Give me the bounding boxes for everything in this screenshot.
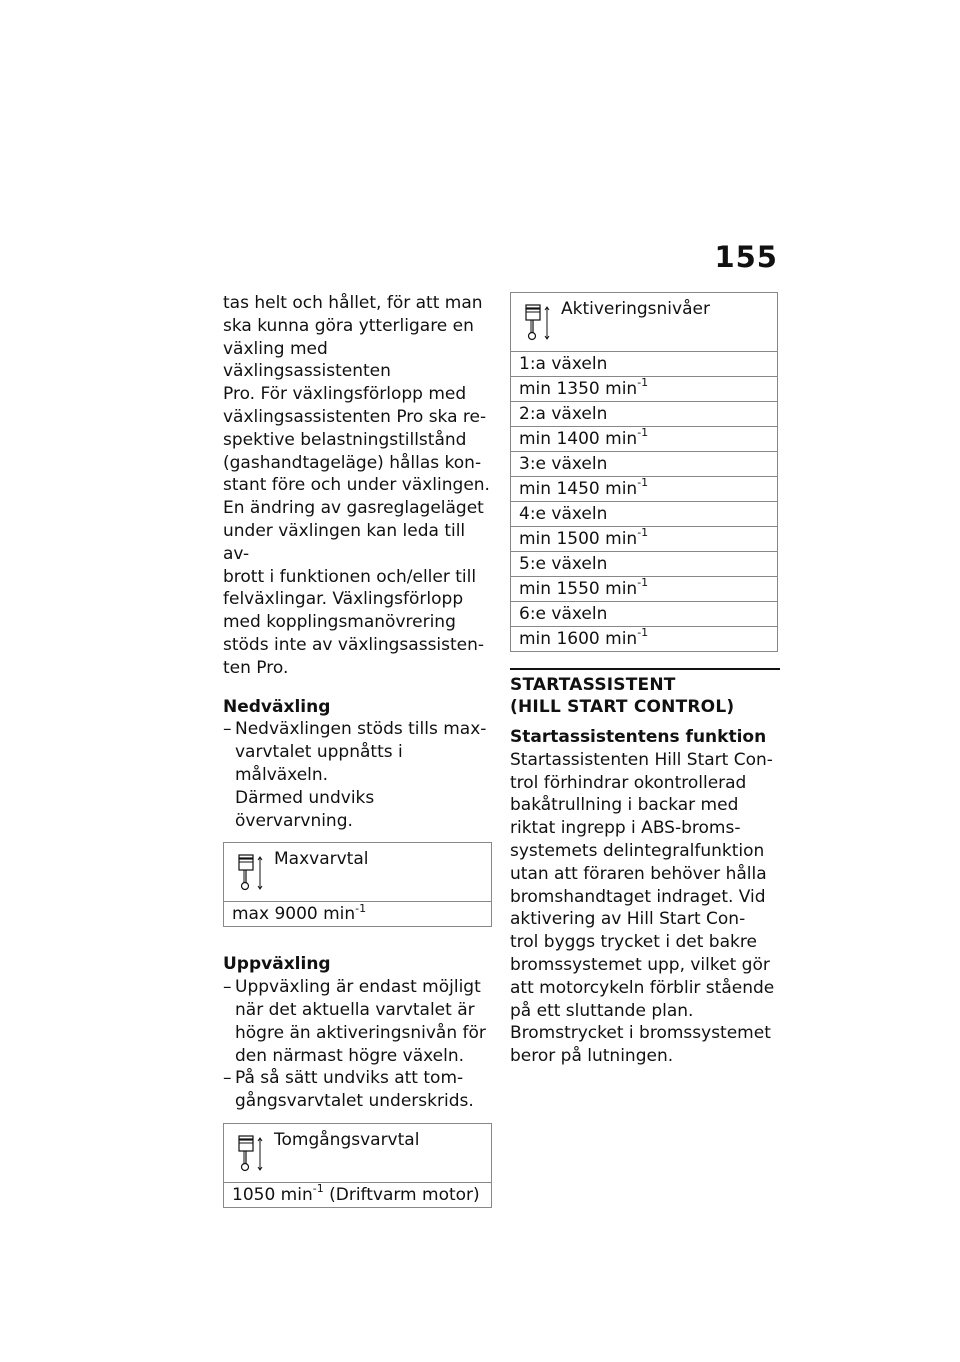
dash-bullet: –	[223, 977, 232, 998]
body-line: beror på lutningen.	[510, 1046, 674, 1067]
row-sup: -1	[637, 576, 649, 590]
upshift-heading: Uppväxling	[223, 954, 331, 975]
row-text: min 1350 min	[519, 379, 638, 399]
row-sup: -1	[637, 476, 649, 490]
body-line: att motorcykeln förblir stående	[510, 977, 775, 998]
dash-bullet: –	[223, 1068, 232, 1089]
row-text: 6:e växeln	[519, 604, 608, 624]
row-text: min 1400 min	[519, 429, 638, 449]
section-subheading: Startassistentens funktion	[510, 727, 767, 747]
item-line: varvtalet uppnåtts i målväxeln.	[235, 742, 403, 785]
box-label: Tomgångsvarvtal	[274, 1129, 420, 1150]
body-line: systemets delintegralfunktion	[510, 840, 765, 861]
section-divider	[510, 668, 780, 670]
intro-line: ska kunna göra ytterligare en	[223, 315, 474, 336]
downshift-item	[223, 718, 493, 832]
box-header	[511, 293, 777, 352]
idle-rpm-box	[223, 1123, 492, 1208]
engine-piston-icon	[236, 1134, 266, 1174]
body-line: utan att föraren behöver hålla	[510, 863, 767, 884]
body-line: trol förhindrar okontrollerad	[510, 772, 747, 793]
body-line: Bromstrycket i bromssystemet	[510, 1023, 771, 1044]
body-line: bromssystemet upp, vilket gör	[510, 954, 770, 975]
engine-piston-icon	[236, 853, 266, 893]
box-value	[224, 902, 491, 926]
row-text: 3:e växeln	[519, 454, 608, 474]
item-line: den närmast högre växeln.	[235, 1045, 465, 1066]
table-row	[511, 552, 777, 577]
intro-line: under växlingen kan leda till av-	[223, 520, 466, 564]
row-text: min 1600 min	[519, 629, 638, 649]
intro-line: stöds inte av växlingsassisten-	[223, 634, 485, 655]
rpm-unit-exponent: -1	[355, 901, 367, 915]
box-label: Aktiveringsnivåer	[561, 299, 710, 319]
downshift-heading: Nedväxling	[223, 696, 331, 717]
rpm-value: 1050 min	[232, 1184, 313, 1205]
intro-line: med kopplingsmanövrering	[223, 612, 456, 633]
table-row	[511, 427, 777, 452]
item-line: högre än aktiveringsnivån för	[235, 1022, 486, 1043]
table-row	[511, 527, 777, 552]
dash-bullet: –	[223, 719, 232, 740]
table-row	[511, 577, 777, 602]
intro-line: växling med växlingsassistenten	[223, 338, 391, 382]
row-sup: -1	[637, 426, 649, 440]
intro-line: (gashandtageläge) hållas kon-	[223, 452, 482, 473]
row-sup: -1	[637, 376, 649, 390]
rpm-condition: (Driftvarm motor)	[323, 1184, 480, 1205]
page-number: 155	[714, 240, 778, 274]
right-column	[510, 292, 780, 1068]
body-line: bakåtrullning i backar med	[510, 795, 739, 816]
row-text: min 1450 min	[519, 479, 638, 499]
engine-piston-icon	[523, 303, 553, 343]
row-text: min 1500 min	[519, 529, 638, 549]
table-row	[511, 402, 777, 427]
row-text: 2:a växeln	[519, 404, 608, 424]
box-value	[224, 1183, 491, 1207]
intro-line: ten Pro.	[223, 657, 289, 678]
table-row	[511, 352, 777, 377]
intro-line: tas helt och hållet, för att man	[223, 293, 483, 313]
body-line: på ett sluttande plan.	[510, 1000, 694, 1021]
item-line: gångsvarvtalet underskrids.	[235, 1091, 474, 1112]
box-header	[224, 1124, 491, 1183]
intro-line: Pro. För växlingsförlopp med	[223, 384, 467, 405]
row-text: 4:e växeln	[519, 504, 608, 524]
row-text: 1:a växeln	[519, 354, 608, 374]
box-header	[224, 843, 491, 902]
upshift-item	[223, 976, 493, 1067]
body-line: trol byggs trycket i det bakre	[510, 932, 757, 953]
table-row	[511, 627, 777, 651]
row-text: min 1550 min	[519, 579, 638, 599]
activation-levels-box	[510, 292, 778, 652]
intro-line: växlingsassistenten Pro ska re-	[223, 406, 487, 427]
rpm-unit-exponent: -1	[312, 1182, 324, 1196]
table-row	[511, 602, 777, 627]
intro-line: felväxlingar. Växlingsförlopp	[223, 589, 464, 610]
rpm-value: max 9000 min	[232, 904, 356, 925]
item-line: när det aktuella varvtalet är	[235, 999, 475, 1020]
intro-line: brott i funktionen och/eller till	[223, 566, 477, 587]
intro-line: spektive belastningstillstånd	[223, 429, 467, 450]
body-line: bromshandtaget indraget. Vid	[510, 886, 766, 907]
box-label: Maxvarvtal	[274, 849, 369, 870]
upshift-item	[223, 1067, 493, 1113]
row-sup: -1	[637, 626, 649, 640]
item-line: Därmed undviks övervarvning.	[235, 787, 375, 831]
intro-line: En ändring av gasreglageläget	[223, 498, 484, 519]
intro-line: stant före och under växlingen.	[223, 475, 490, 496]
item-line: Uppväxling är endast möjligt	[235, 977, 481, 998]
table-row	[511, 377, 777, 402]
max-rpm-box	[223, 842, 492, 927]
table-row	[511, 477, 777, 502]
row-text: 5:e växeln	[519, 554, 608, 574]
body-line: riktat ingrepp i ABS-broms-	[510, 818, 741, 839]
body-line: aktivering av Hill Start Con-	[510, 909, 746, 930]
section-title: (HILL START CONTROL)	[510, 697, 735, 717]
section-body	[510, 749, 780, 1068]
left-column	[223, 292, 493, 1208]
item-line: Nedväxlingen stöds tills max-	[235, 719, 487, 740]
item-line: På så sätt undviks att tom-	[235, 1068, 464, 1089]
table-row	[511, 502, 777, 527]
body-line: Startassistenten Hill Start Con-	[510, 749, 773, 770]
row-sup: -1	[637, 526, 649, 540]
table-row	[511, 452, 777, 477]
intro-paragraph	[223, 292, 493, 680]
section-title: STARTASSISTENT	[510, 675, 676, 695]
